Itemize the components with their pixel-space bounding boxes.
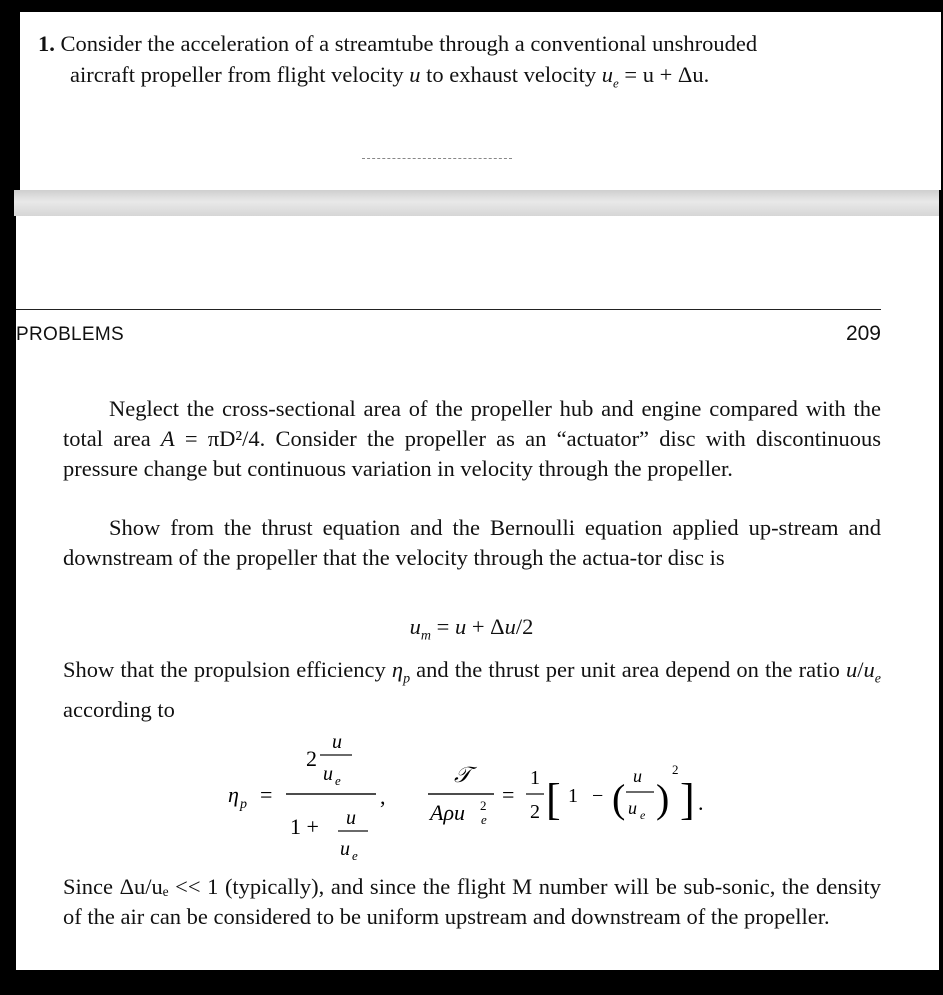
- torn-edge-line: [362, 158, 512, 159]
- svg-text:2: 2: [672, 762, 679, 777]
- svg-text:u: u: [346, 807, 356, 829]
- problem-number: 1.: [38, 31, 55, 56]
- svg-text:(: (: [612, 776, 626, 821]
- svg-text:u: u: [332, 731, 342, 753]
- paragraph-show-thrust: Show from the thrust equation and the Bernoulli equation applied up-stream and downstream of the propeller that the velocity through the actua-tor disc is: [63, 515, 881, 570]
- svg-text:1: 1: [568, 785, 578, 807]
- svg-text:Aρu: Aρu: [430, 800, 465, 825]
- paragraph-since: Since Δu/uₑ << 1 (typically), and since the flight M number will be sub-sonic, the density of the air can be considered to be uniform upstream and downstream of the propeller.: [63, 874, 881, 929]
- svg-text:=: =: [502, 782, 515, 807]
- svg-text:e: e: [481, 812, 487, 827]
- svg-text:u: u: [323, 763, 333, 785]
- svg-text:u: u: [628, 798, 637, 818]
- problem-1-line2-prefix: aircraft propeller from flight velocity: [70, 62, 410, 87]
- page-separator-bar: [14, 190, 939, 216]
- para1-text-a: Neglect the cross-sectional area of the propeller hub and engine compared with the total area: [63, 396, 881, 451]
- problem-1-text: 1. Consider the acceleration of a streamtube through a conventional unshrouded aircraft propeller from flight velocity u to exhaust velocity $u_e = u + \Delta u$.: [38, 31, 758, 91]
- svg-text:e: e: [640, 808, 646, 822]
- svg-text:η: η: [228, 782, 239, 807]
- svg-text:]: ]: [680, 775, 695, 824]
- svg-text:1 +: 1 +: [290, 814, 319, 839]
- svg-text:.: .: [698, 790, 704, 815]
- header-rule: [16, 309, 881, 310]
- svg-text:e: e: [352, 848, 358, 860]
- svg-text:=: =: [260, 782, 273, 807]
- para3-text-c: according to: [63, 696, 175, 722]
- page-number: 209: [845, 322, 881, 345]
- svg-text:𝒯: 𝒯: [454, 762, 471, 787]
- svg-text:u: u: [633, 766, 642, 786]
- svg-text:e: e: [335, 773, 341, 788]
- efficiency-thrust-equations: [228, 730, 768, 860]
- svg-text:): ): [656, 776, 670, 821]
- equation-um: $u_m = u + \Delta u/2$: [409, 614, 534, 644]
- svg-text:2: 2: [306, 746, 317, 771]
- para3-text-a: Show that the propulsion efficiency: [63, 657, 392, 682]
- problem-1-line2-mid: to exhaust velocity: [420, 62, 602, 87]
- problem-1-line2-eq: = u + Δu.: [618, 62, 710, 87]
- svg-text:[: [: [546, 775, 561, 824]
- svg-text:,: ,: [380, 784, 386, 809]
- svg-text:u: u: [340, 838, 350, 860]
- problem-1-line1: Consider the acceleration of a streamtube through a conventional unshrouded: [60, 31, 758, 56]
- svg-text:p: p: [240, 797, 247, 812]
- svg-text:1: 1: [530, 767, 540, 789]
- para1-text-b: = πD²/4. Consider the propeller as an “actuator” disc with discontinuous pressure change but continuous variation in velocity through the propeller.: [63, 426, 881, 481]
- paragraph-propulsion-efficiency: Show that the propulsion efficiency $\eta_p$ and the thrust per unit area depend on the ratio $u/u_e$ according to: [63, 657, 881, 722]
- running-header-section: PROBLEMS: [16, 324, 124, 345]
- svg-text:2: 2: [480, 798, 487, 813]
- paragraph-neglect: Neglect the cross-sectional area of the propeller hub and engine compared with the total area A = πD²/4. Consider the propeller as an “actuator” disc with discontinuous pressure change but continuous variation in velocity through the propeller.: [63, 396, 881, 481]
- svg-text:2: 2: [530, 801, 540, 823]
- svg-text:−: −: [592, 785, 604, 807]
- para3-text-b: and the thrust per unit area depend on the ratio: [410, 657, 847, 682]
